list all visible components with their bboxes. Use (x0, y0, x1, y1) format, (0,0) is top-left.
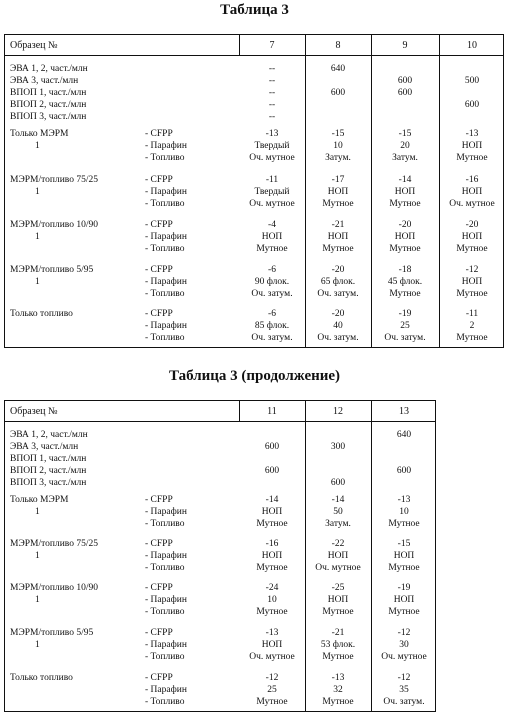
table-cell: Мутное (322, 607, 354, 617)
group-label: МЭРМ/топливо 10/90 (10, 583, 98, 593)
group-sub-label: 1 (35, 277, 40, 287)
table-cell: Мутное (389, 199, 421, 209)
property-label: - Парафин (145, 232, 187, 242)
property-label: - Топливо (145, 333, 185, 343)
group-label: МЭРМ/топливо 75/25 (10, 175, 98, 185)
table-cell: НОП (461, 141, 483, 151)
table-cell: НОП (461, 187, 483, 197)
polymer-label: ЭВА 3, част./млн (10, 442, 79, 452)
table-cell: Оч. мутное (381, 652, 427, 662)
table-cell: Мутное (456, 289, 488, 299)
group-label: Только топливо (10, 309, 73, 319)
table-cell: Затум. (392, 153, 418, 163)
table-cell: Мутное (322, 652, 354, 662)
property-label: - CFPP (145, 495, 173, 505)
table-cell: -- (268, 64, 276, 74)
table-cell: -11 (465, 309, 479, 319)
group-sub-label: 1 (35, 595, 40, 605)
table-cell: -20 (331, 265, 345, 275)
column-divider (371, 401, 372, 711)
table-cell: -18 (398, 265, 412, 275)
table-cell: НОП (461, 277, 483, 287)
table-cell: НОП (393, 595, 415, 605)
table-cell: -13 (331, 673, 345, 683)
header-label: Образец № (10, 406, 58, 417)
table-cell: НОП (327, 595, 349, 605)
table-cell: Оч. затум. (317, 289, 359, 299)
table-cell: НОП (393, 551, 415, 561)
property-label: - CFPP (145, 673, 173, 683)
table-cell: НОП (261, 507, 283, 517)
table-cell: Оч. мутное (315, 563, 361, 573)
table-cell: 600 (396, 466, 412, 476)
table-cell: Мутное (389, 244, 421, 254)
table-cell: Мутное (322, 244, 354, 254)
property-label: - Топливо (145, 289, 185, 299)
table-cell: -21 (331, 628, 345, 638)
group-sub-label: 1 (35, 551, 40, 561)
property-label: - Топливо (145, 607, 185, 617)
property-label: - Топливо (145, 244, 185, 254)
table-cell: Оч. затум. (383, 697, 425, 707)
property-label: - CFPP (145, 628, 173, 638)
polymer-label: ВПОП 2, част./млн (10, 466, 87, 476)
table-cell: НОП (261, 551, 283, 561)
column-header: 13 (399, 406, 409, 417)
polymer-label: ЭВА 1, 2, част./млн (10, 64, 88, 74)
table-cell: -- (268, 88, 276, 98)
polymer-label: ВПОП 3, част./млн (10, 478, 87, 488)
column-header: 11 (267, 406, 277, 417)
column-header: 12 (333, 406, 343, 417)
table-cell: Мутное (456, 153, 488, 163)
table-title: Таблица 3 (220, 2, 289, 18)
group-label: МЭРМ/топливо 75/25 (10, 539, 98, 549)
table-cell: -15 (398, 129, 412, 139)
table-cell: -- (268, 100, 276, 110)
table-cell: Оч. мутное (449, 199, 495, 209)
table-cell: Мутное (256, 563, 288, 573)
column-divider (305, 35, 306, 347)
table-cell: -20 (465, 220, 479, 230)
table-cell: -20 (398, 220, 412, 230)
property-label: - Топливо (145, 697, 185, 707)
table-cell: Мутное (389, 289, 421, 299)
table-cell: -17 (331, 175, 345, 185)
table-cell: -16 (465, 175, 479, 185)
polymer-label: ВПОП 3, част./млн (10, 112, 87, 122)
polymer-label: ВПОП 1, част./млн (10, 454, 87, 464)
table-cell: 30 (399, 640, 409, 650)
table-cell: 600 (264, 442, 280, 452)
table-cell: Мутное (256, 697, 288, 707)
property-label: - CFPP (145, 175, 173, 185)
table-cell: Мутное (256, 519, 288, 529)
property-label: - CFPP (145, 265, 173, 275)
property-label: - CFPP (145, 539, 173, 549)
column-divider (305, 401, 306, 711)
table-cell: 500 (464, 76, 480, 86)
table-cell: НОП (327, 551, 349, 561)
table-cell: 20 (400, 141, 410, 151)
column-header: 7 (269, 40, 275, 51)
table-cell: 640 (396, 430, 412, 440)
table-cell: Оч. затум. (251, 289, 293, 299)
table-title-continued: Таблица 3 (продолжение) (168, 368, 341, 384)
property-label: - CFPP (145, 129, 173, 139)
table-cell: НОП (327, 232, 349, 242)
table-cell: Затум. (325, 519, 351, 529)
table-cell: -13 (397, 495, 411, 505)
property-label: - Парафин (145, 640, 187, 650)
property-label: - Топливо (145, 153, 185, 163)
table-cell: 600 (330, 88, 346, 98)
table-cell: -13 (265, 129, 279, 139)
group-label: Только МЭРМ (10, 495, 69, 505)
table-cell: 600 (464, 100, 480, 110)
table-cell: Мутное (456, 244, 488, 254)
group-sub-label: 1 (35, 187, 40, 197)
column-header: 8 (335, 40, 341, 51)
table-cell: 300 (330, 442, 346, 452)
table-cell: 53 флок. (320, 640, 356, 650)
table-cell: 40 (333, 321, 343, 331)
property-label: - Парафин (145, 551, 187, 561)
group-label: Только топливо (10, 673, 73, 683)
table-cell: -12 (397, 628, 411, 638)
data-table-continued (4, 400, 436, 712)
table-cell: Оч. затум. (317, 333, 359, 343)
table-cell: Мутное (322, 697, 354, 707)
table-cell: Мутное (256, 607, 288, 617)
table-cell: -19 (397, 583, 411, 593)
property-label: - Парафин (145, 321, 187, 331)
table-cell: -- (268, 112, 276, 122)
group-label: МЭРМ/топливо 10/90 (10, 220, 98, 230)
property-label: - Парафин (145, 277, 187, 287)
group-label: МЭРМ/топливо 5/95 (10, 628, 94, 638)
table-cell: Оч. затум. (251, 333, 293, 343)
table-cell: 2 (469, 321, 475, 331)
table-cell: Мутное (256, 244, 288, 254)
property-label: - CFPP (145, 583, 173, 593)
group-sub-label: 1 (35, 640, 40, 650)
table-cell: Мутное (322, 199, 354, 209)
group-sub-label: 1 (35, 141, 40, 151)
table-cell: Оч. мутное (249, 153, 295, 163)
property-label: - Парафин (145, 595, 187, 605)
property-label: - Топливо (145, 563, 185, 573)
table-cell: -4 (268, 220, 276, 230)
property-label: - Топливо (145, 519, 185, 529)
table-cell: Твердый (254, 141, 290, 151)
table-cell: -15 (331, 129, 345, 139)
table-cell: 35 (399, 685, 409, 695)
table-cell: 600 (397, 76, 413, 86)
table-cell: 25 (267, 685, 277, 695)
property-label: - Парафин (145, 141, 187, 151)
property-label: - CFPP (145, 309, 173, 319)
table-cell: 10 (399, 507, 409, 517)
table-cell: Твердый (254, 187, 290, 197)
group-label: МЭРМ/топливо 5/95 (10, 265, 94, 275)
header-label: Образец № (10, 40, 58, 51)
table-cell: НОП (394, 187, 416, 197)
property-label: - Парафин (145, 507, 187, 517)
table-cell: Мутное (388, 607, 420, 617)
table-cell: НОП (461, 232, 483, 242)
table-cell: -12 (397, 673, 411, 683)
column-header: 10 (467, 40, 477, 51)
table-cell: Мутное (388, 519, 420, 529)
table-cell: Мутное (388, 563, 420, 573)
table-cell: Затум. (325, 153, 351, 163)
polymer-label: ВПОП 2, част./млн (10, 100, 87, 110)
table-cell: 600 (397, 88, 413, 98)
table-cell: 640 (330, 64, 346, 74)
table-cell: НОП (261, 640, 283, 650)
table-cell: 600 (264, 466, 280, 476)
polymer-label: ВПОП 1, част./млн (10, 88, 87, 98)
property-label: - Топливо (145, 199, 185, 209)
property-label: - Парафин (145, 187, 187, 197)
table-cell: -14 (398, 175, 412, 185)
table-cell: -20 (331, 309, 345, 319)
table-cell: 25 (400, 321, 410, 331)
table-cell: Мутное (456, 333, 488, 343)
table-cell: Оч. затум. (384, 333, 426, 343)
group-sub-label: 1 (35, 232, 40, 242)
table-cell: 65 флок. (320, 277, 356, 287)
table-cell: 90 флок. (254, 277, 290, 287)
table-cell: -13 (265, 628, 279, 638)
table-cell: -13 (465, 129, 479, 139)
column-divider (371, 35, 372, 347)
table-cell: -24 (265, 583, 279, 593)
group-sub-label: 1 (35, 507, 40, 517)
data-table (4, 34, 504, 348)
table-cell: -22 (331, 539, 345, 549)
table-cell: -11 (265, 175, 279, 185)
group-label: Только МЭРМ (10, 129, 69, 139)
property-label: - Топливо (145, 652, 185, 662)
table-cell: 85 флок. (254, 321, 290, 331)
table-cell: -12 (465, 265, 479, 275)
polymer-label: ЭВА 3, част./млн (10, 76, 79, 86)
column-header: 9 (402, 40, 408, 51)
table-cell: -14 (265, 495, 279, 505)
property-label: - CFPP (145, 220, 173, 230)
table-cell: НОП (261, 232, 283, 242)
table-cell: Оч. мутное (249, 199, 295, 209)
table-cell: Оч. мутное (249, 652, 295, 662)
table-cell: 10 (267, 595, 277, 605)
table-cell: 600 (330, 478, 346, 488)
table-cell: -19 (398, 309, 412, 319)
table-cell: 45 флок. (387, 277, 423, 287)
table-cell: -16 (265, 539, 279, 549)
table-cell: 32 (333, 685, 343, 695)
table-cell: -14 (331, 495, 345, 505)
column-divider (439, 35, 440, 347)
table-cell: -15 (397, 539, 411, 549)
property-label: - Парафин (145, 685, 187, 695)
table-cell: 10 (333, 141, 343, 151)
table-cell: -21 (331, 220, 345, 230)
table-cell: -6 (268, 309, 276, 319)
table-cell: НОП (327, 187, 349, 197)
table-cell: -12 (265, 673, 279, 683)
table-cell: НОП (394, 232, 416, 242)
table-cell: -25 (331, 583, 345, 593)
table-cell: -6 (268, 265, 276, 275)
table-cell: 50 (333, 507, 343, 517)
table-cell: -- (268, 76, 276, 86)
polymer-label: ЭВА 1, 2, част./млн (10, 430, 88, 440)
